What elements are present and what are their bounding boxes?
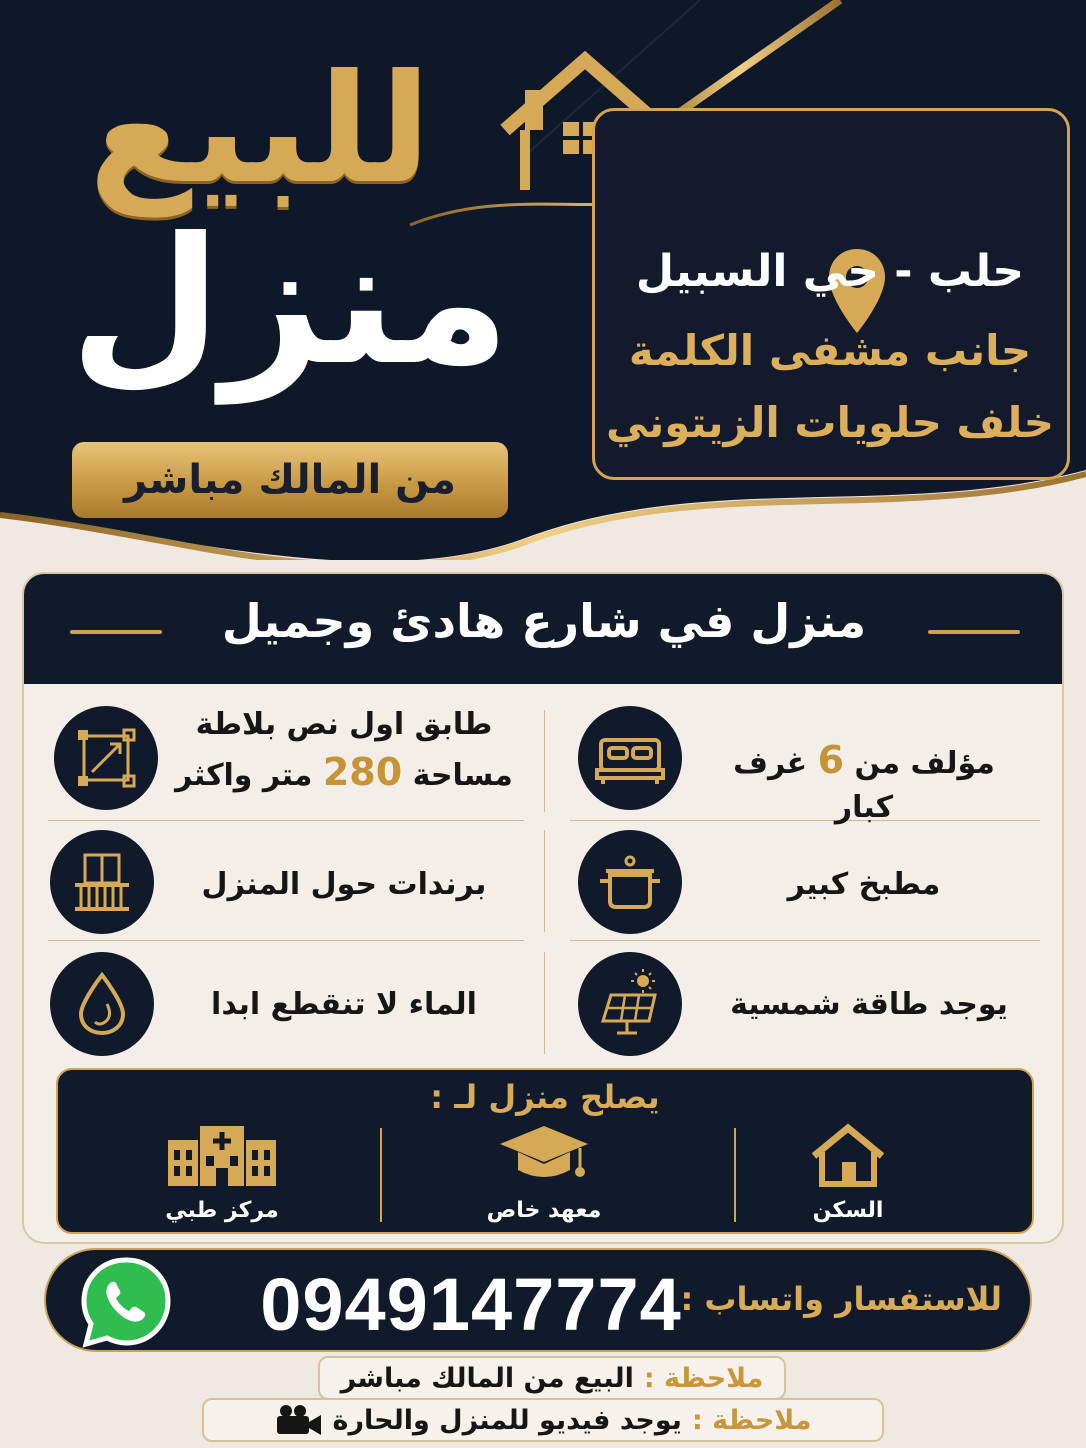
water-drop-icon	[50, 952, 154, 1056]
features-title: منزل في شارع هادئ وجميل	[221, 594, 867, 648]
graduation-cap-icon	[494, 1122, 594, 1188]
suitable-label: مركز طبي	[165, 1198, 279, 1223]
note-owner-sale	[318, 1356, 786, 1400]
feature-floor	[174, 704, 514, 799]
divider	[570, 940, 1040, 941]
suitable-institute	[414, 1122, 674, 1223]
video-camera-icon	[275, 1404, 323, 1436]
hospital-icon	[164, 1122, 280, 1188]
bed-icon	[578, 706, 682, 810]
home-icon	[808, 1122, 888, 1188]
suitable-title: يصلح منزل لـ :	[430, 1078, 660, 1116]
feature-solar: يوجد طاقة شمسية	[730, 987, 1008, 1022]
title-dash-left	[70, 630, 162, 634]
title-for-sale: للبيع	[88, 43, 432, 217]
features-header	[24, 574, 1062, 684]
note-video	[202, 1398, 884, 1442]
feature-rooms: مؤلف من 6 غرف كبار	[733, 738, 995, 826]
title-house: منزل	[69, 201, 511, 404]
features-card	[22, 572, 1064, 1244]
divider	[544, 830, 545, 932]
feature-balconies: برندات حول المنزل	[201, 867, 487, 902]
balcony-icon	[50, 830, 154, 934]
note-label: ملاحظة :	[643, 1362, 764, 1394]
feature-floor-line1: طابق اول نص بلاطة	[195, 707, 493, 742]
divider	[544, 710, 545, 812]
floor-plan-icon	[54, 706, 158, 810]
note-text: البيع من المالك مباشر	[340, 1362, 634, 1394]
divider	[48, 820, 524, 821]
suitable-label: معهد خاص	[486, 1198, 602, 1223]
feature-water: الماء لا تنقطع ابدا	[211, 987, 477, 1022]
feature-floor-line2: مساحة 280 متر واكثر	[175, 750, 513, 794]
location-landmark-1: جانب مشفى الكلمة	[628, 326, 1032, 375]
cooking-pot-icon	[578, 830, 682, 934]
note-text: يوجد فيديو للمنزل والحارة	[332, 1404, 682, 1436]
phone-number[interactable]: 0949147774	[260, 1263, 682, 1346]
hero-header	[0, 0, 1086, 560]
suitable-for-box	[56, 1068, 1034, 1234]
feature-kitchen: مطبخ كبير	[787, 867, 941, 902]
whatsapp-icon[interactable]	[80, 1256, 172, 1348]
suitable-medical	[92, 1122, 352, 1223]
suitable-residence	[718, 1122, 978, 1223]
owner-direct-badge: من المالك مباشر	[72, 442, 508, 518]
note-label: ملاحظة :	[691, 1404, 812, 1436]
solar-panel-icon	[578, 952, 682, 1056]
location-landmark-2: خلف حلويات الزيتوني	[606, 398, 1054, 447]
suitable-label: السكن	[812, 1198, 884, 1223]
title-dash-right	[928, 630, 1020, 634]
location-city: حلب - حي السبيل	[635, 246, 1025, 297]
contact-bar[interactable]	[44, 1248, 1032, 1352]
divider	[734, 1128, 736, 1222]
divider	[380, 1128, 382, 1222]
divider	[544, 952, 545, 1054]
divider	[48, 940, 524, 941]
contact-label: للاستفسار واتساب :	[680, 1280, 1002, 1318]
